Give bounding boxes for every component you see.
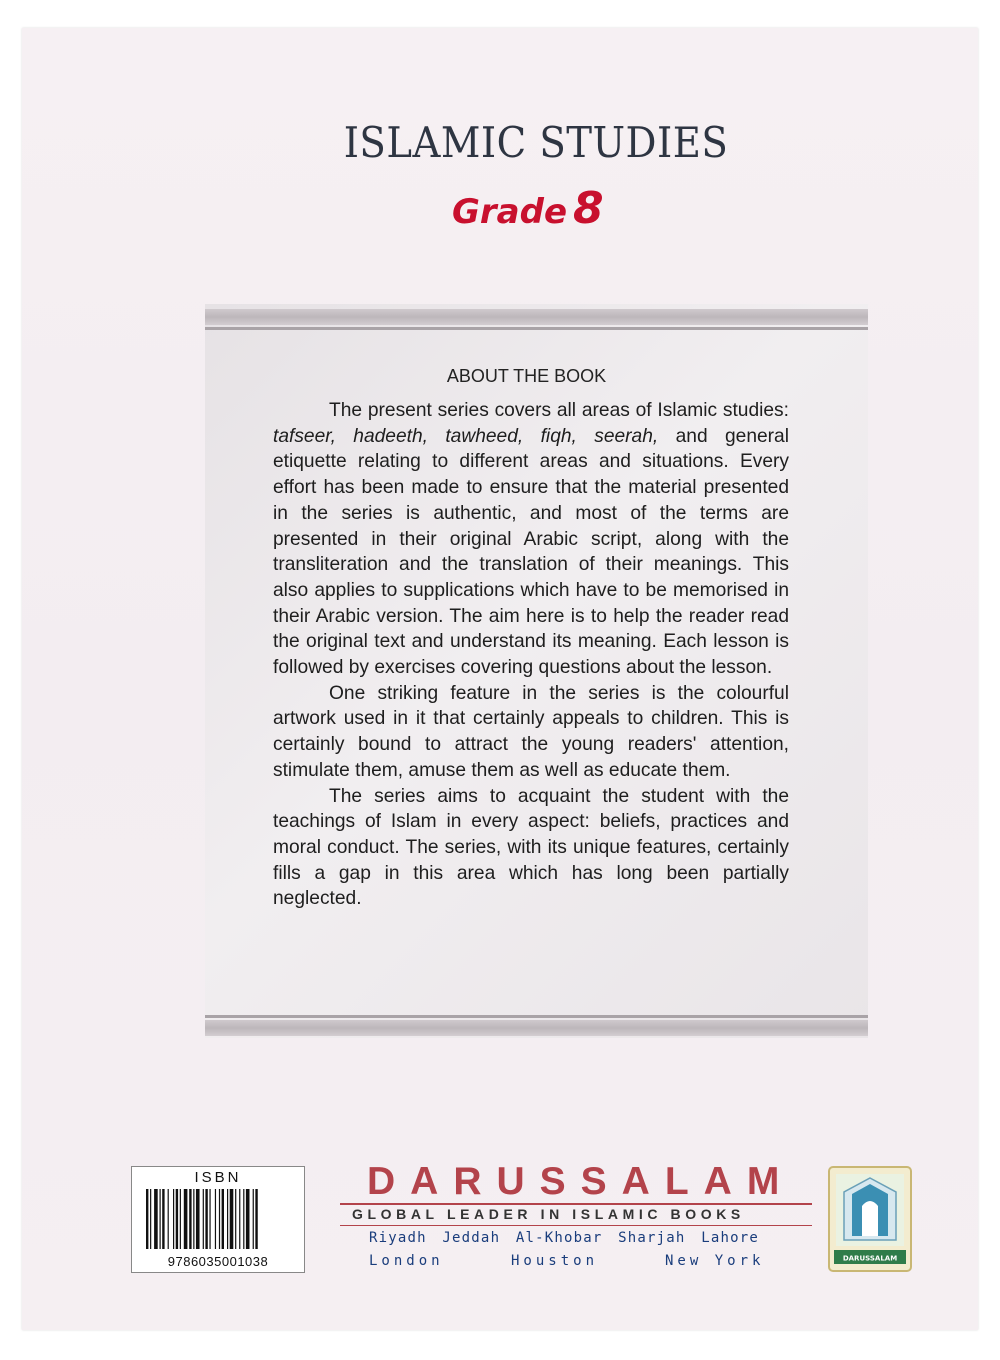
- city: Riyadh: [369, 1230, 427, 1246]
- barcode-bar: [162, 1189, 164, 1249]
- barcode-bar: [150, 1189, 151, 1249]
- barcode-bar: [255, 1189, 257, 1249]
- city: Lahore: [701, 1230, 759, 1246]
- barcode-icon: [146, 1189, 292, 1249]
- book-title: ISLAMIC STUDIES: [343, 118, 729, 167]
- barcode-bar: [180, 1189, 181, 1249]
- barcode-bar: [168, 1189, 169, 1249]
- barcode-bar: [184, 1189, 188, 1249]
- barcode-bar: [209, 1189, 210, 1249]
- isbn-label: ISBN: [194, 1169, 242, 1186]
- barcode-bar: [235, 1189, 236, 1249]
- panel-top-band: [205, 309, 868, 325]
- isbn-barcode-box: [131, 1166, 305, 1273]
- barcode-bar: [253, 1189, 254, 1249]
- barcode-bar: [203, 1189, 204, 1249]
- publisher-tagline: GLOBAL LEADER IN ISLAMIC BOOKS: [352, 1206, 745, 1222]
- city: Sharjah: [618, 1230, 686, 1246]
- about-paragraph-2: One striking feature in the series is the colourful artwork used in it that certainly appeals to children. This is certainly bound to attract the young readers' attention, stimulate them, amuse them as well as educate them.: [273, 682, 789, 781]
- cities-row-1: [369, 1230, 759, 1246]
- barcode-bar: [239, 1189, 240, 1249]
- grade-number: 8: [573, 183, 604, 234]
- darussalam-logo: [828, 1166, 912, 1272]
- isbn-number: 9786035001038: [167, 1254, 269, 1269]
- islamic-terms: tafseer, hadeeth, tawheed, fiqh, seerah,: [273, 425, 659, 447]
- publisher-name: DARUSSALAM: [367, 1160, 795, 1203]
- about-paragraph-3: The series aims to acquaint the student with the teachings of Islam in every aspect: beliefs, practices and moral conduct. The series, with its unique features, certainly fills a gap in this area which has long been partially neglected.: [273, 785, 789, 910]
- about-paragraph-1: The present series covers all areas of Islamic studies: tafseer, hadeeth, tawheed, fiqh, seerah, and general etiquette relating to different areas and situations. Every effort has been made to ensure that the material presented in the series is authentic, and most of the terms are presented in their original Arabic script, along with the transliteration and the translation of their meanings. This also applies to supplications which have to be memorised in their Arabic version. The aim here is to help the reader read the original text and understand its meaning. Each lesson is followed by exercises covering questions about the lesson.: [273, 400, 789, 679]
- city: Jeddah: [442, 1230, 501, 1246]
- panel-bottom-band: [205, 1020, 868, 1036]
- logo-text: DARUSSALAM: [842, 1254, 898, 1263]
- publisher-tagline-bar: [340, 1203, 812, 1226]
- barcode-bar: [243, 1189, 244, 1249]
- city: Al-Khobar: [515, 1230, 603, 1246]
- barcode-bar: [205, 1189, 207, 1249]
- barcode-bar: [222, 1189, 224, 1249]
- barcode-bar: [219, 1189, 220, 1249]
- barcode-bar: [230, 1189, 234, 1249]
- barcode-bar: [189, 1189, 191, 1249]
- grade-word: Grade: [452, 192, 568, 232]
- barcode-bar: [193, 1189, 194, 1249]
- city: New York: [665, 1253, 765, 1269]
- barcode-bar: [196, 1189, 200, 1249]
- barcode-bar: [176, 1189, 178, 1249]
- barcode-bar: [246, 1189, 250, 1249]
- barcode-bar: [173, 1189, 174, 1249]
- about-text: [273, 398, 789, 912]
- about-heading: ABOUT THE BOOK: [446, 366, 607, 386]
- barcode-bar: [227, 1189, 228, 1249]
- city: London: [369, 1253, 444, 1269]
- barcode-bar: [215, 1189, 216, 1249]
- barcode-bar: [154, 1189, 158, 1249]
- city: Houston: [511, 1253, 599, 1269]
- grade-label: [452, 183, 604, 234]
- barcode-bar: [160, 1189, 161, 1249]
- barcode-bar: [146, 1189, 148, 1249]
